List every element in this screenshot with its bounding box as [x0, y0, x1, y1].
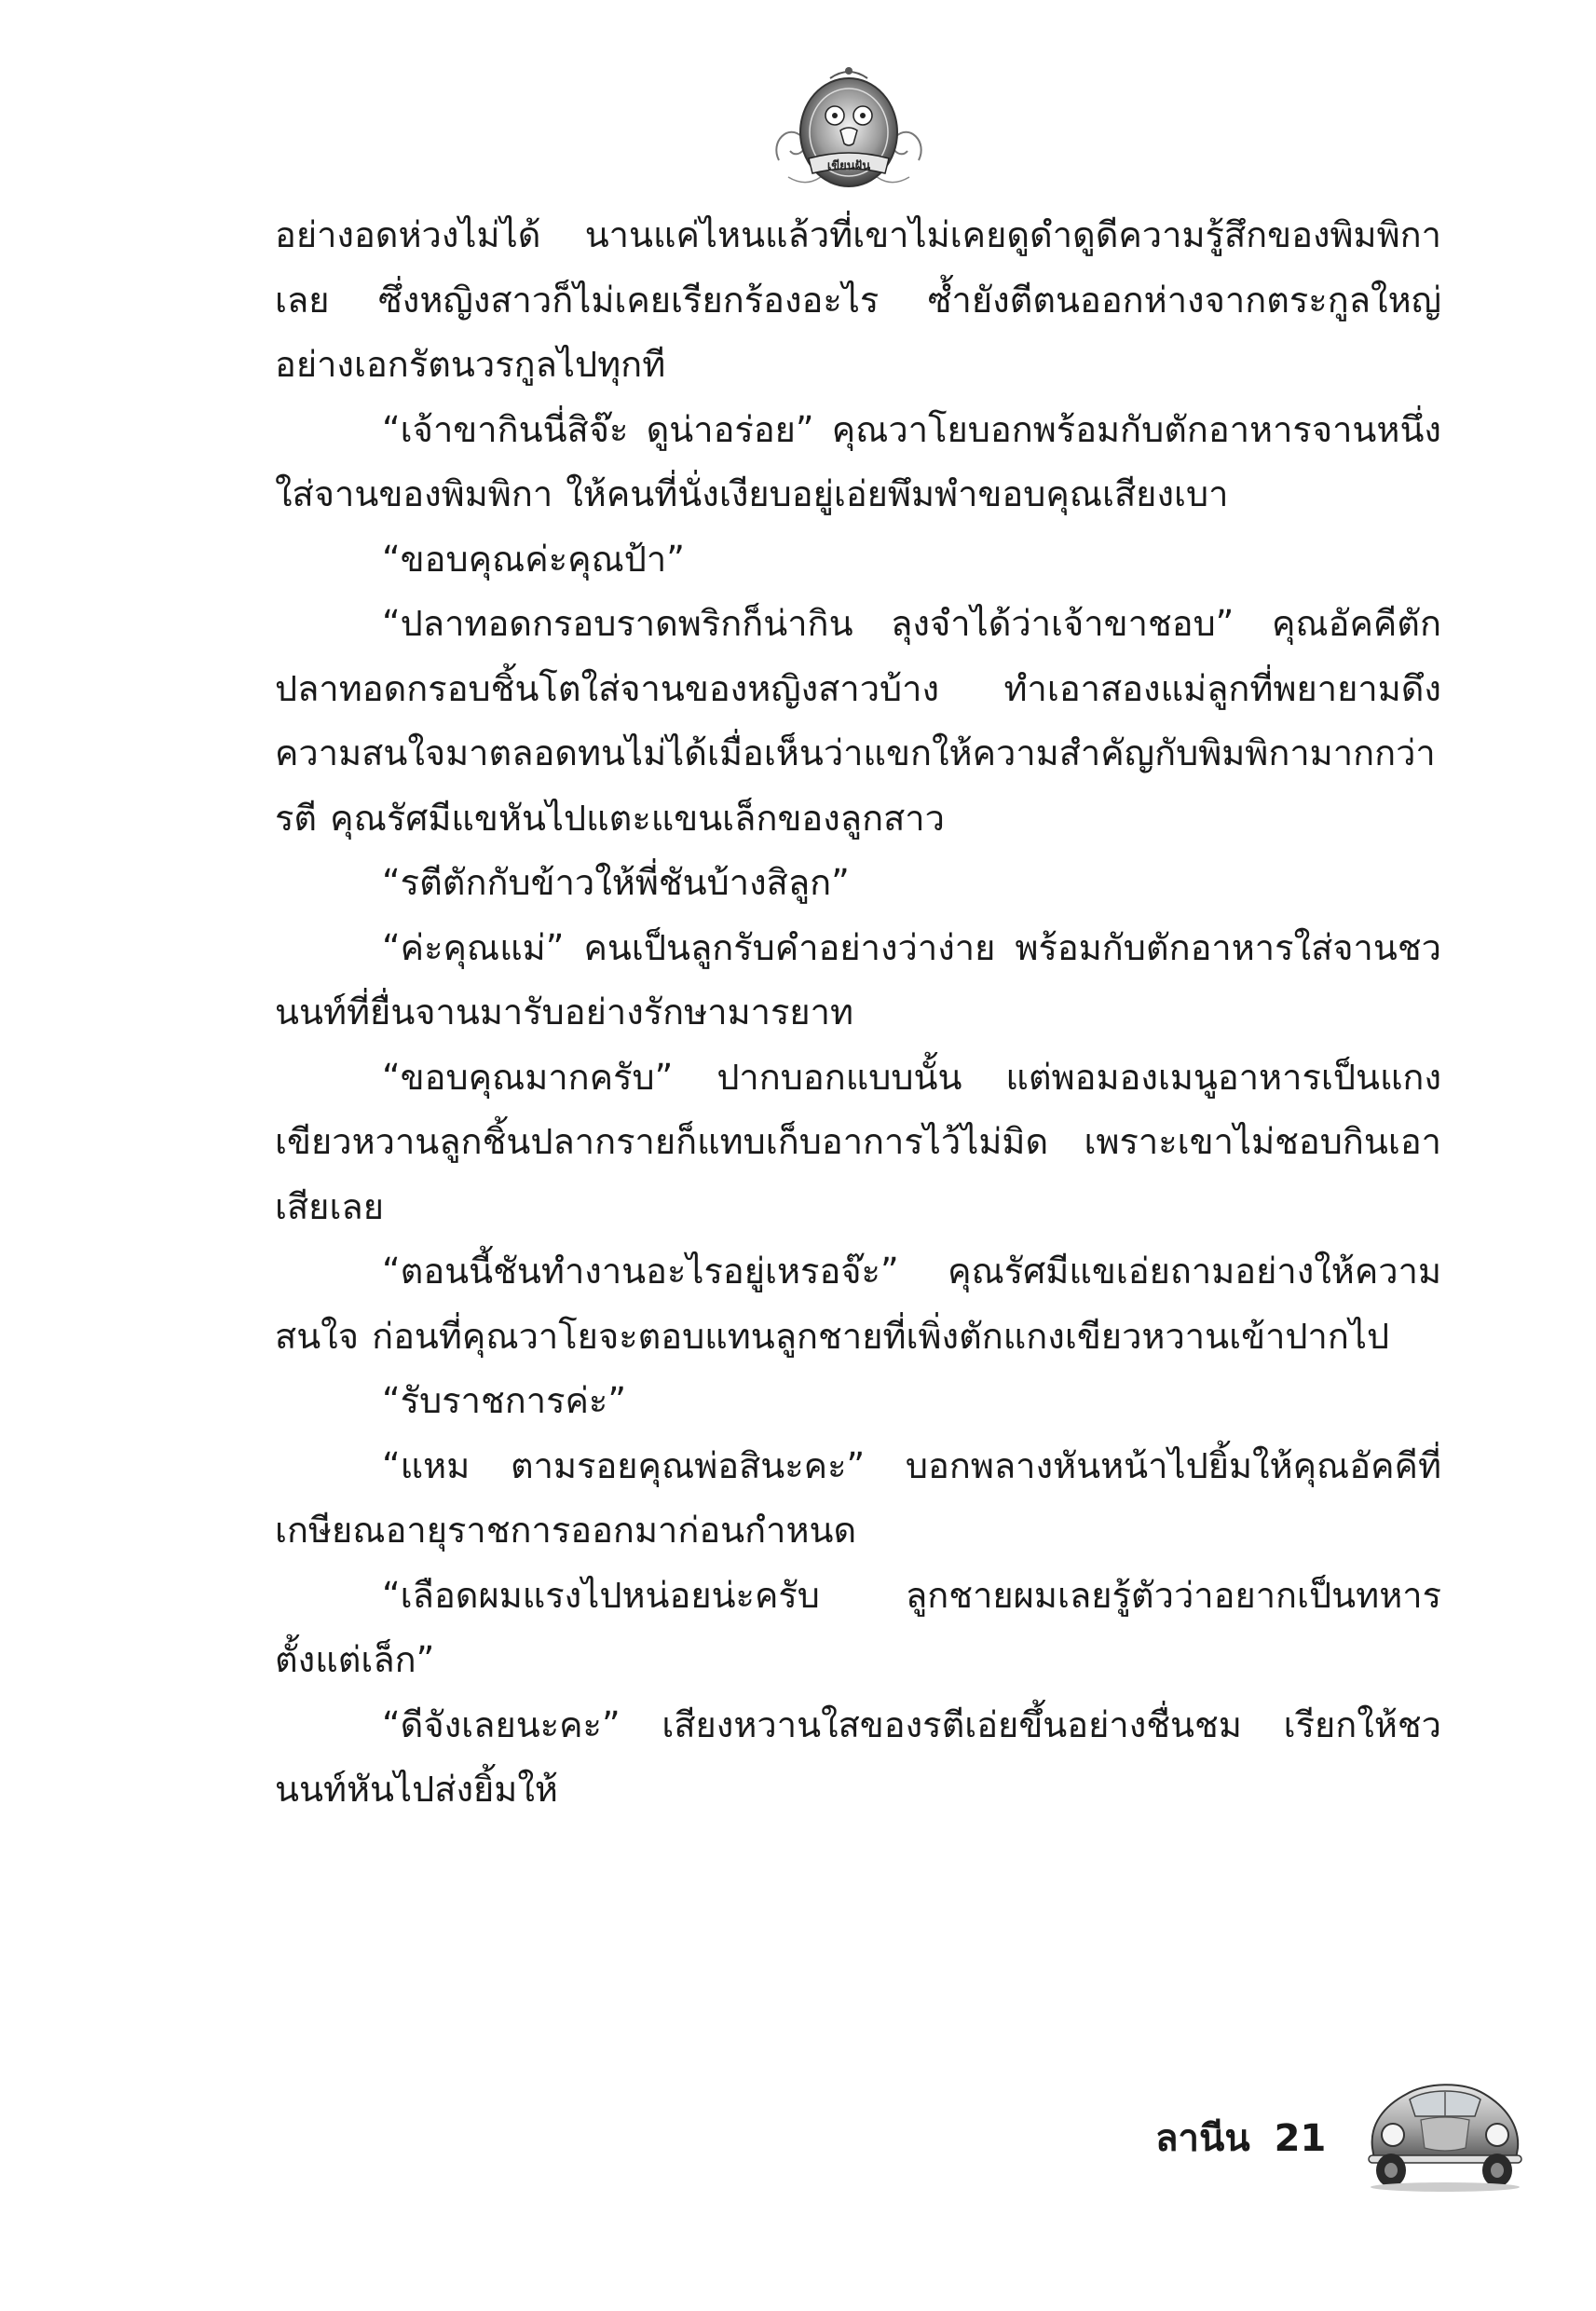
- paragraph: “เลือดผมแรงไปหน่อยน่ะครับ ลูกชายผมเลยรู้ตัวว่าอยากเป็นทหารตั้งแต่เล็ก”: [275, 1574, 1441, 1680]
- paragraph: “ดีจังเลยนะคะ” เสียงหวานใสของรตีเอ่ยขึ้นอย่างชื่นชม เรียกให้ชวนนท์หันไปส่งยิ้มให้: [275, 1703, 1441, 1810]
- paragraph: “ค่ะคุณแม่” คนเป็นลูกรับคำอย่างว่าง่าย พร้อมกับตักอาหารใส่จานชวนนท์ที่ยื่นจานมารับอย่างรักษามารยาท: [275, 926, 1441, 1032]
- paragraph: “แหม ตามรอยคุณพ่อสินะคะ” บอกพลางหันหน้าไปยิ้มให้คุณอัคคีที่เกษียณอายุราชการออกมาก่อนกำหนด: [275, 1444, 1441, 1551]
- vintage-beetle-car-icon: [1356, 2055, 1533, 2195]
- paragraph: “รับราชการค่ะ”: [382, 1380, 627, 1421]
- paragraph: “ขอบคุณค่ะคุณป้า”: [382, 538, 685, 580]
- paragraph: “ปลาทอดกรอบราดพริกก็น่ากิน ลุงจำได้ว่าเจ้าขาชอบ” คุณอัคคีตักปลาทอดกรอบชิ้นโตใส่จานของหญิงสาวบ้าง ทำเอาสองแม่ลูกที่พยายามดึงความสนใจมาตลอดทนไม่ได้เมื่อเห็นว่าแขกให้ความสำคัญกับพิมพิกามากกว่ารตี คุณรัศมีแขหันไปแตะแขนเล็กของลูกสาว: [275, 603, 1441, 839]
- paragraph: “รตีตักกับข้าวให้พี่ชันบ้างสิลูก”: [382, 862, 850, 903]
- svg-text:เขียนฝัน: เขียนฝัน: [826, 159, 871, 173]
- book-title: ลานีน: [1155, 2117, 1250, 2160]
- paragraph: “ตอนนี้ชันทำงานอะไรอยู่เหรอจ๊ะ” คุณรัศมีแขเอ่ยถามอย่างให้ความสนใจ ก่อนที่คุณวาโยจะตอบแทนลูกชายที่เพิ่งตักแกงเขียวหวานเข้าปากไป: [275, 1251, 1441, 1357]
- paragraph: อย่างอดห่วงไม่ได้ นานแค่ไหนแล้วที่เขาไม่เคยดูดำดูดีความรู้สึกของพิมพิกาเลย ซึ่งหญิงสาวก็ไม่เคยเรียกร้องอะไร ซ้ำยังตีตนออกห่างจากตระกูลใหญ่อย่างเอกรัตนวรกูลไปทุกที: [275, 214, 1441, 385]
- ornamental-emblem-icon: [770, 58, 928, 207]
- running-footer: [1155, 2108, 1326, 2167]
- page-body: [275, 203, 1441, 1823]
- paragraph: “เจ้าขากินนี่สิจ๊ะ ดูน่าอร่อย” คุณวาโยบอกพร้อมกับตักอาหารจานหนึ่งใส่จานของพิมพิกา ให้คนที่นั่งเงียบอยู่เอ่ยพึมพำขอบคุณเสียงเบา: [275, 408, 1441, 514]
- paragraph: “ขอบคุณมากครับ” ปากบอกแบบนั้น แต่พอมองเมนูอาหารเป็นแกงเขียวหวานลูกชิ้นปลากรายก็แทบเก็บอาการไว้ไม่มิด เพราะเขาไม่ชอบกินเอาเสียเลย: [275, 1056, 1441, 1227]
- page-number: 21: [1274, 2117, 1327, 2160]
